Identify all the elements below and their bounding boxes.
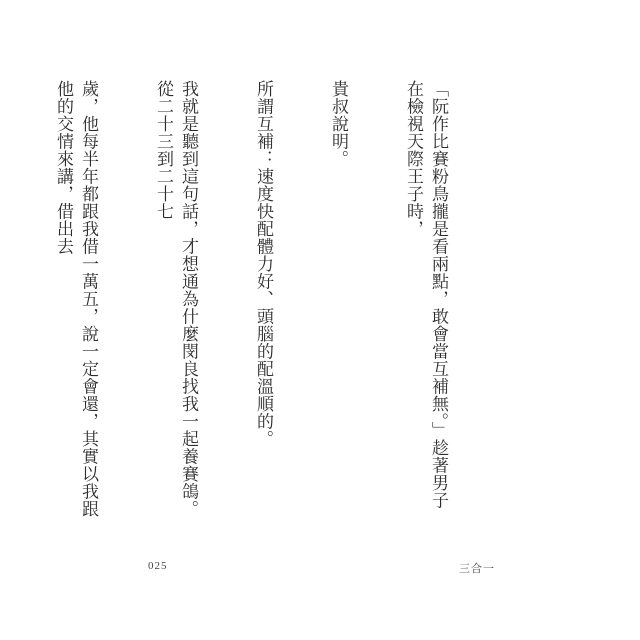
- page-number: 025: [148, 560, 168, 572]
- paragraph: 「阮作比賽粉鳥攏是看兩點，敢會當互補無。」趁著男子在檢視天際王子時，: [403, 80, 448, 509]
- paragraph: 歲，他每半年都跟我借一萬五，說一定會還，其實以我跟他的交情來講，借出去: [53, 80, 98, 518]
- running-head: 三合一: [459, 563, 495, 575]
- paragraph: 我就是聽到這句話，才想通為什麼閔良找我一起養賽鴿。從二十三到二十七: [153, 80, 198, 518]
- body-text: [53, 80, 500, 525]
- paragraph: 所謂互補：速度快配體力好、頭腦的配溫順的。: [253, 80, 273, 448]
- paragraph: 貴叔說明。: [328, 80, 348, 168]
